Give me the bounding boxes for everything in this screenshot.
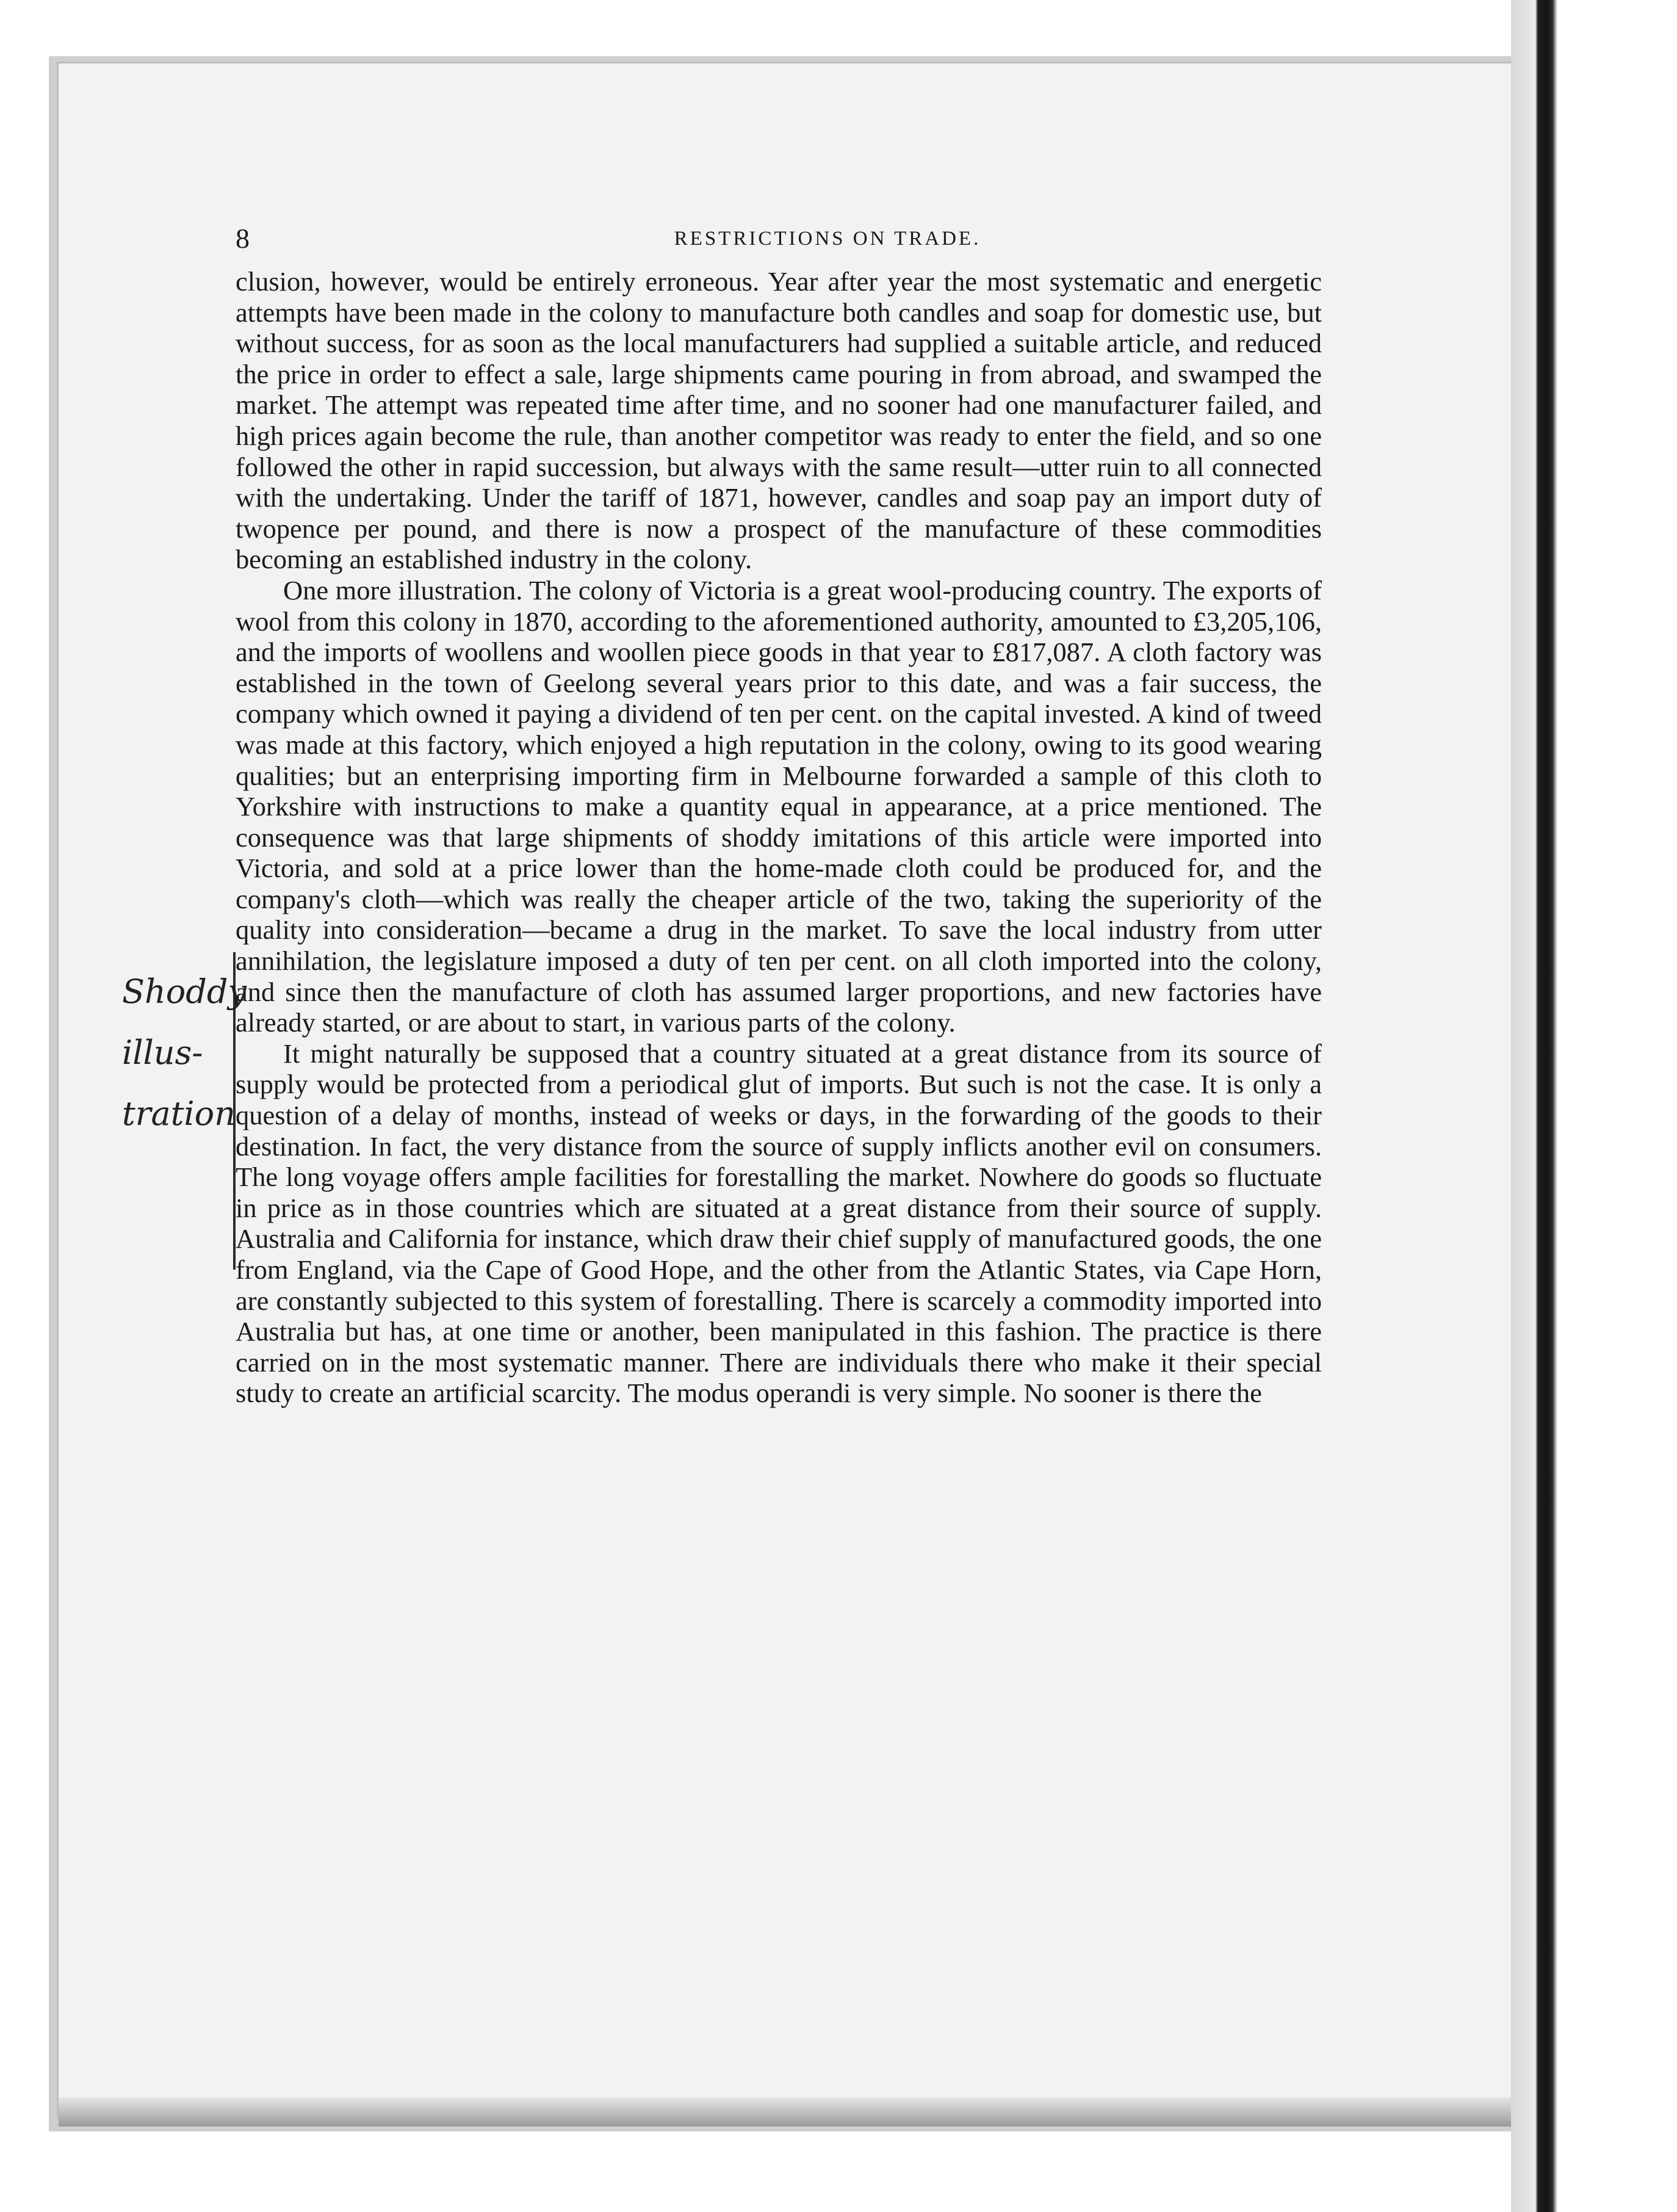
page-number: 8 <box>236 223 250 254</box>
running-head: RESTRICTIONS ON TRADE. <box>674 228 981 250</box>
margin-note-line-3: tration <box>122 1094 236 1133</box>
paragraph-2: One more illustration. The colony of Victoria is a great wool-producing country. The exports of wool from this colony in 1870, according to the aforementioned authority, amounted to £3,205,106, and the imports of woollens and woollen piece goods in that year to £817,087. A cloth factory was established in the town of Geelong several years prior to this date, and was a fair success, the company which owned it paying a dividend of ten per cent. on the capital invested. A kind of tweed was made at this factory, which enjoyed a high reputation in the colony, owing to its good wearing qualities; but an enterprising importing firm in Melbourne forwarded a sample of this cloth to Yorkshire with instructions to make a quantity equal in appearance, at a price mentioned. The consequence was that large shipments of shoddy imitations of this article were imported into Victoria, and sold at a price lower than the home-made cloth could be produced for, and the company's cloth—which was really the cheaper article of the two, taking the superiority of the quality into consideration—became a drug in the market. To save the local industry from utter annihilation, the legislature imposed a duty of ten per cent. on all cloth imported into the colony, and since then the manufacture of cloth has assumed larger proportions, and new factories have already started, or are about to start, in various parts of the colony. <box>236 574 1322 1038</box>
margin-note-line-2: illus- <box>122 1033 203 1072</box>
page-bottom-edge <box>59 2097 1511 2127</box>
paragraph-3: It might naturally be supposed that a country situated at a great distance from its source of supply would be protected from a periodical glut of imports. But such is not the case. It is only a question of a delay of months, instead of weeks or days, in the forwarding of the goods to their destination. In fact, the very distance from the source of supply inflicts another evil on consumers. The long voyage offers ample facilities for forestalling the market. Nowhere do goods so fluctuate in price as in those countries which are situated at a great distance from their source of supply. Australia and California for instance, which draw their chief supply of manufactured goods, the one from England, via the Cape of Good Hope, and the other from the Atlantic States, via Cape Horn, are constantly subjected to this system of forestalling. There is scarcely a commodity imported into Australia but has, at one time or another, been manipulated in this fashion. The practice is there carried on in the most systematic manner. There are individuals there who make it their special study to create an artificial scarcity. The modus operandi is very simple. No sooner is there the <box>236 1038 1322 1409</box>
handwritten-margin-note <box>122 961 247 1144</box>
margin-note-line-1: Shoddy <box>122 972 247 1011</box>
page-header <box>236 217 1371 260</box>
body-text <box>236 266 1322 1409</box>
paragraph-1: clusion, however, would be entirely erroneous. Year after year the most systematic and energetic attempts have been made in the colony to manufacture both candles and soap for domestic use, but without success, for as soon as the local manufacturers had supplied a suitable article, and reduced the price in order to effect a sale, large shipments came pouring in from abroad, and swamped the market. The attempt was repeated time after time, and no sooner had one manufacturer failed, and high prices again become the rule, than another competitor was ready to enter the field, and so one followed the other in rapid succession, but always with the same result—utter ruin to all connected with the undertaking. Under the tariff of 1871, however, candles and soap pay an import duty of twopence per pound, and there is now a prospect of the manufacture of these commodities becoming an established industry in the colony. <box>236 266 1322 575</box>
book-spine-edge <box>1511 0 1677 2212</box>
